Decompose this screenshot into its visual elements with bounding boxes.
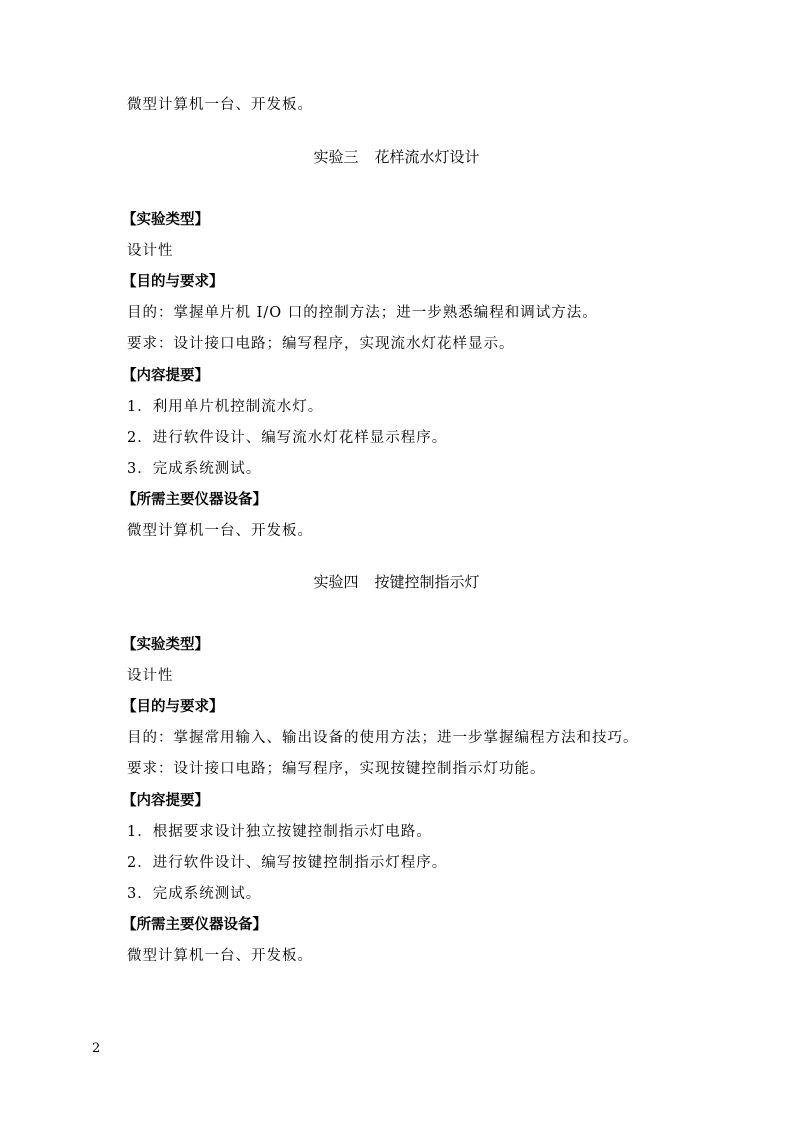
equipment-text: 微型计算机一台、开发板。 — [127, 97, 313, 113]
section-heading: 【目的与要求】 — [122, 274, 224, 290]
section-heading: 【内容提要】 — [122, 793, 209, 809]
list-item: 1．利用单片机控制流水灯。 — [127, 399, 324, 415]
section-heading: 【实验类型】 — [122, 212, 209, 228]
equipment-text: 微型计算机一台、开发板。 — [127, 948, 313, 964]
experiment-3-number: 实验三 — [313, 148, 359, 166]
list-item: 3．完成系统测试。 — [127, 461, 262, 477]
goal-text: 目的：掌握常用输入、输出设备的使用方法；进一步掌握编程方法和技巧。 — [127, 730, 639, 746]
experiment-type-value: 设计性 — [127, 668, 174, 684]
list-item: 2．进行软件设计、编写流水灯花样显示程序。 — [127, 430, 448, 446]
section-heading: 【实验类型】 — [122, 637, 209, 653]
experiment-3-name: 花样流水灯设计 — [374, 148, 480, 166]
experiment-4-name: 按键控制指示灯 — [374, 573, 480, 591]
requirement-text: 要求：设计接口电路；编写程序，实现流水灯花样显示。 — [127, 336, 515, 352]
equipment-text: 微型计算机一台、开发板。 — [127, 523, 313, 539]
section-heading: 【所需主要仪器设备】 — [122, 492, 267, 508]
list-item: 1．根据要求设计独立按键控制指示灯电路。 — [127, 824, 432, 840]
goal-text: 目的：掌握单片机 I/O 口的控制方法；进一步熟悉编程和调试方法。 — [127, 305, 598, 321]
section-heading: 【所需主要仪器设备】 — [122, 917, 267, 933]
section-heading: 【目的与要求】 — [122, 699, 224, 715]
experiment-4-number: 实验四 — [313, 573, 359, 591]
list-item: 3．完成系统测试。 — [127, 886, 262, 902]
section-heading: 【内容提要】 — [122, 368, 209, 384]
experiment-3-title — [0, 147, 793, 167]
list-item: 2．进行软件设计、编写按键控制指示灯程序。 — [127, 855, 448, 871]
experiment-4-title — [0, 572, 793, 592]
experiment-type-value: 设计性 — [127, 243, 174, 259]
requirement-text: 要求：设计接口电路；编写程序，实现按键控制指示灯功能。 — [127, 761, 546, 777]
page-number: 2 — [92, 1041, 101, 1056]
